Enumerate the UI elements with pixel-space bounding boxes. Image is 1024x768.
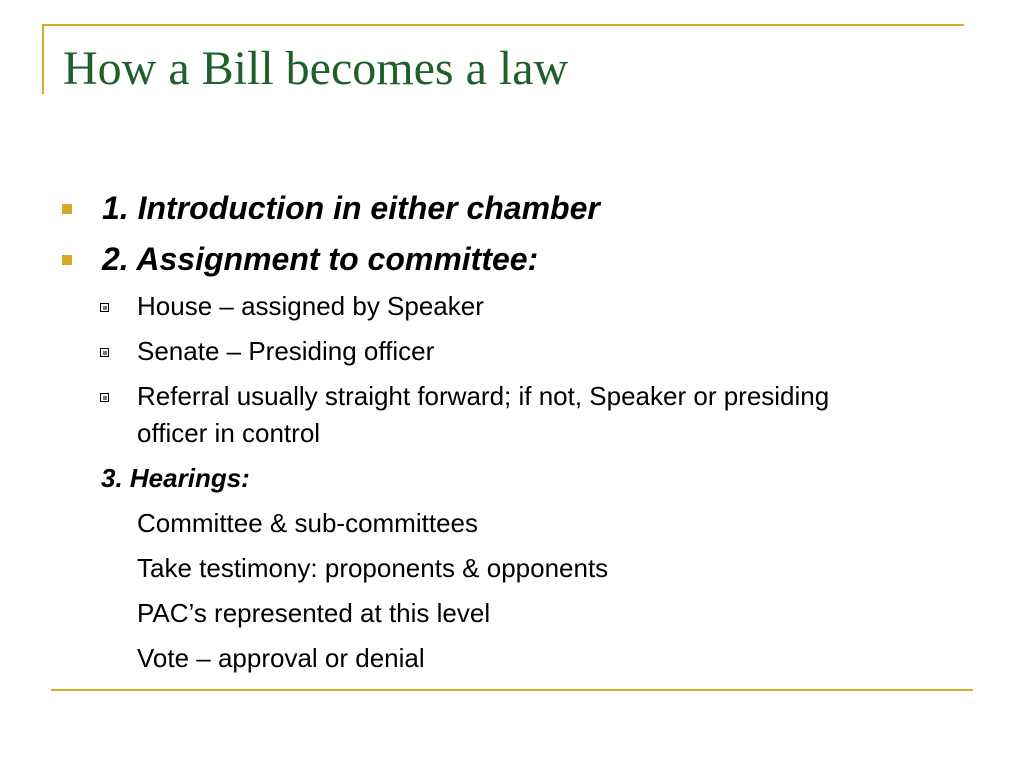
list-item [62,460,962,497]
left-rule [42,24,44,94]
slide-title: How a Bill becomes a law [63,42,569,95]
hollow-square-bullet-icon [100,393,109,402]
list-item [62,237,962,281]
list-item [62,595,962,632]
top-rule [42,24,964,26]
square-bullet-icon [62,204,72,214]
list-item [62,378,837,452]
list-item [62,186,962,230]
item-testimony: Take testimony: proponents & opponents [137,553,609,583]
list-item [62,550,962,587]
item-hearings: 3. Hearings: [101,463,250,493]
item-vote: Vote – approval or denial [137,643,425,673]
bottom-rule [51,689,973,691]
item-committee: Committee & sub-committees [137,508,478,538]
list-item [62,505,962,542]
bullet-list [62,186,962,685]
hollow-square-bullet-icon [100,303,109,312]
item-pacs: PAC’s represented at this level [137,598,491,628]
item-referral: Referral usually straight forward; if not, Speaker or presiding officer in control [137,381,830,448]
list-item [62,333,962,370]
item-introduction: 1. Introduction in either chamber [102,190,600,226]
item-house: House – assigned by Speaker [137,291,484,321]
hollow-square-bullet-icon [100,348,109,357]
item-senate: Senate – Presiding officer [137,336,435,366]
item-assignment: 2. Assignment to committee: [102,241,539,277]
list-item [62,288,962,325]
square-bullet-icon [62,255,72,265]
list-item [62,640,962,677]
